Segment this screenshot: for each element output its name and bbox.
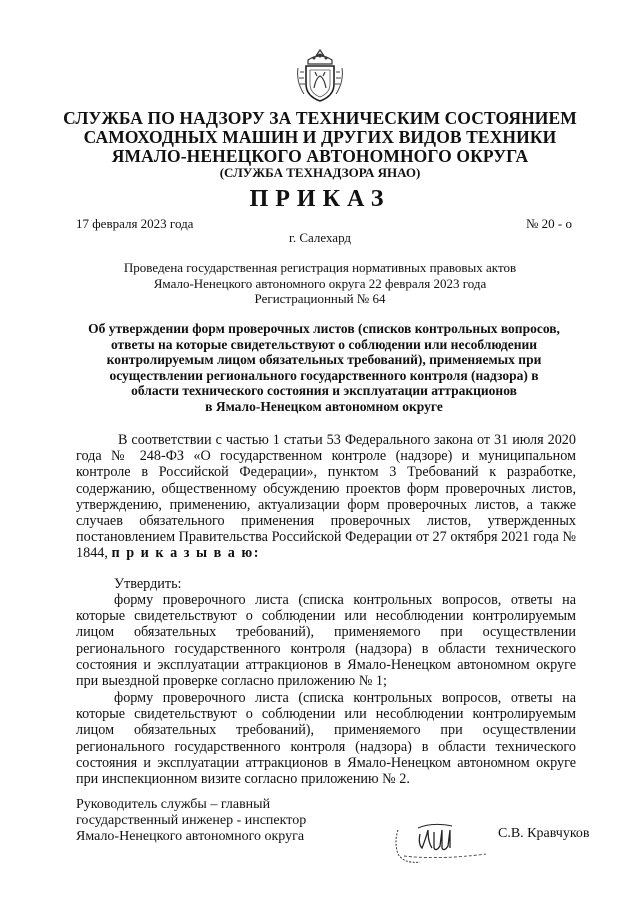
- org-short-name: (СЛУЖБА ТЕХНАДЗОРА ЯНАО): [219, 165, 421, 180]
- approve-line: Утвердить:: [114, 576, 182, 592]
- subject-line: Об утверждении форм проверочных листов (списков контрольных вопросов,: [88, 321, 560, 336]
- registration-line: Проведена государственная регистрация нормативных правовых актов: [123, 260, 517, 275]
- document-title: ПРИКАЗ: [249, 186, 391, 212]
- preamble-text: В соответствии с частью 1 статьи 53 Федерального закона от 31 июля 2020 года № 248-ФЗ «О государственном контроле (надзоре) и муниципальном контроле в Российской Федерации», пунктом 3 Требований к разработке, содержанию, общественному обсуждению проектов форм проверочных листов, утверждению, применению, актуализации форм проверочных листов, а также случаев обязательного применения проверочных листов, утвержденных постановлением Правительства Российской Федерации от 27 октября 2021 года № 1844,: [76, 432, 576, 562]
- org-name-line-2: САМОХОДНЫХ МАШИН И ДРУГИХ ВИДОВ ТЕХНИКИ: [83, 127, 557, 147]
- subject-line: ответы на которые свидетельствуют о соблюдении или несоблюдении: [110, 336, 538, 352]
- registration-line: Регистрационный № 64: [254, 291, 386, 306]
- org-name-line-3: ЯМАЛО-НЕНЕЦКОГО АВТОНОМНОГО ОКРУГА: [111, 146, 529, 166]
- position-line: государственный инженер - инспектор: [76, 813, 307, 828]
- order-date: 17 февраля 2023 года: [76, 216, 194, 231]
- registration-note: [60, 260, 580, 307]
- coat-of-arms-icon: [294, 48, 346, 104]
- order-subject: [74, 321, 574, 414]
- approved-item-1: форму проверочного листа (списка контрольных вопросов, ответы на которые свидетельствуют о соблюдении или несоблюдении контролируемым лицом обязательных требований), применяемого при осуществлении регионального государственного контроля (надзора) в области технического состояния и эксплуатации аттракционов в Ямало-Ненецком автономном округе при выездной проверке согласно приложению № 1;: [76, 592, 576, 690]
- org-name-line-1: СЛУЖБА ПО НАДЗОРУ ЗА ТЕХНИЧЕСКИМ СОСТОЯНИЕМ: [63, 108, 577, 128]
- subject-line: осуществлении регионального государственного контроля (надзора) в: [109, 367, 539, 383]
- registration-line: Ямало-Ненецкого автономного округа 22 февраля 2023 года: [153, 275, 487, 291]
- order-word: п р и к а з ы в а ю:: [111, 545, 260, 562]
- subject-line: в Ямало-Ненецком автономном округе: [205, 398, 443, 414]
- order-city: г. Салехард: [288, 230, 352, 245]
- handwritten-signature: [390, 808, 500, 864]
- position-line: Руководитель службы – главный: [76, 797, 271, 812]
- signatory-name: С.В. Кравчуков: [498, 826, 590, 841]
- preamble-paragraph: [76, 432, 576, 562]
- subject-line: области технического состояния и эксплуатации аттракционов: [131, 383, 517, 398]
- signatory-position: [76, 797, 306, 845]
- order-number: № 20 - о: [526, 216, 572, 231]
- position-line: Ямало-Ненецкого автономного округа: [76, 829, 305, 844]
- subject-line: контролируемым лицом обязательных требований), применяемых при: [106, 352, 542, 367]
- approved-item-2: форму проверочного листа (списка контрольных вопросов, ответы на которые свидетельствуют о соблюдении или несоблюдении контролируемым лицом обязательных требований), применяемого при осуществлении регионального государственного контроля (надзора) в области технического состояния и эксплуатации аттракционов в Ямало-Ненецком автономном округе при инспекционном визите согласно приложению № 2.: [76, 690, 576, 788]
